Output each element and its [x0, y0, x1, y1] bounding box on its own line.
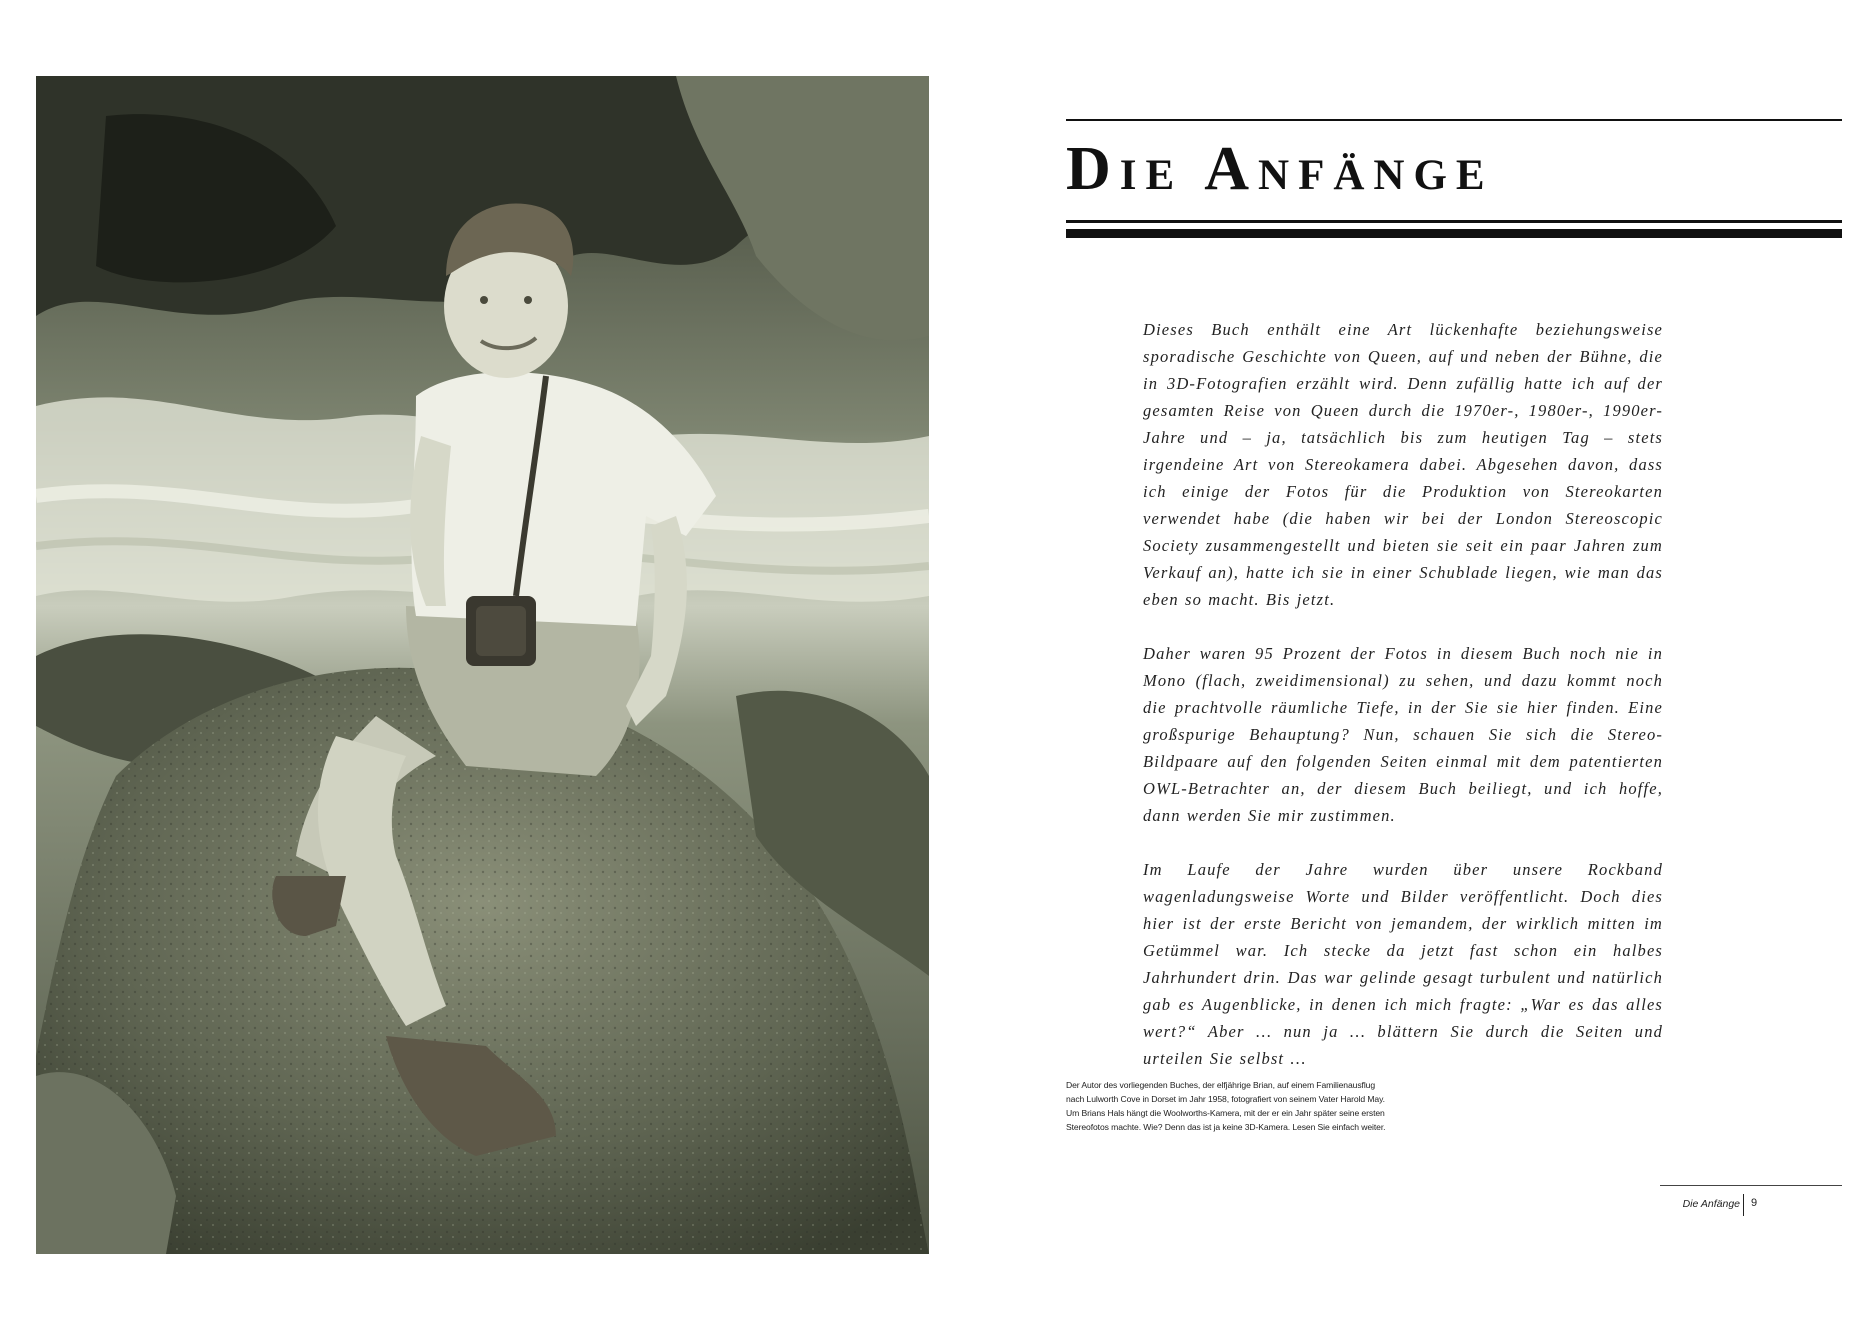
- folio-separator: [1743, 1194, 1744, 1216]
- boy-on-rock-photo: [36, 76, 929, 1254]
- running-foot: Die Anfänge: [1682, 1198, 1740, 1210]
- title-rule-bottom-thick: [1066, 229, 1842, 238]
- page-number: 9: [1751, 1197, 1758, 1209]
- caption-line: nach Lulworth Cove in Dorset im Jahr 1958, fotografiert von seinem Vater Harold May.: [1066, 1094, 1385, 1104]
- title-rule-top: [1066, 119, 1842, 121]
- footer-rule: [1660, 1185, 1842, 1186]
- caption-line: Der Autor des vorliegenden Buches, der elfjährige Brian, auf einem Familienausflug: [1066, 1080, 1375, 1090]
- chapter-photo: [36, 76, 929, 1254]
- body-paragraph-2: Daher waren 95 Prozent der Fotos in diesem Buch noch nie in Mono (flach, zweidimensional) zu sehen, und dazu kommt noch die prachtvolle räumliche Tiefe, in der Sie sie hier finden. Eine großspurige Behauptung? Nun, schauen Sie sich die Stereo-Bildpaare auf den folgenden Seiten einmal mit dem patentierten OWL-Betrachter an, der diesem Buch beiliegt, und ich hoffe, dann werden Sie mir zustimmen.: [1143, 644, 1663, 825]
- body-paragraph-3: Im Laufe der Jahre wurden über unsere Rockband wagenladungsweise Worte und Bilder veröffentlicht. Doch dies hier ist der erste Bericht von jemandem, der wirklich mitten im Getümmel war. Ich stecke da jetzt fast schon ein halbes Jahrhundert drin. Das war gelinde gesagt turbulent und natürlich gab es Augenblicke, in denen ich mich fragte: „War es das alles wert?“ Aber … nun ja … blättern Sie durch die Seiten und urteilen Sie selbst …: [1143, 860, 1663, 1068]
- caption-line: Stereofotos machte. Wie? Denn das ist ja keine 3D-Kamera. Lesen Sie einfach weiter.: [1066, 1122, 1386, 1132]
- chapter-title: Die Anfänge: [1066, 135, 1494, 203]
- photo-caption: [1066, 1078, 1396, 1134]
- title-rule-bottom-thin: [1066, 220, 1842, 223]
- body-paragraph-1: Dieses Buch enthält eine Art lückenhafte beziehungsweise sporadische Geschichte von Queen, auf und neben der Bühne, die in 3D-Fotografien erzählt wird. Denn zufällig hatte ich auf der gesamten Reise von Queen durch die 1970er-, 1980er-, 1990er-Jahre und – ja, tatsächlich bis zum heutigen Tag – stets irgendeine Art von Stereokamera dabei. Abgesehen davon, dass ich einige der Fotos für die Produktion von Stereokarten verwendet habe (die haben wir bei der London Stereoscopic Society zusammengestellt und bieten sie seit ein paar Jahren zum Verkauf an), hatte ich sie in einer Schublade liegen, wie man das eben so macht. Bis jetzt.: [1143, 320, 1663, 609]
- body-text: [1143, 316, 1663, 1099]
- caption-line: Um Brians Hals hängt die Woolworths-Kamera, mit der er ein Jahr später seine ersten: [1066, 1108, 1385, 1118]
